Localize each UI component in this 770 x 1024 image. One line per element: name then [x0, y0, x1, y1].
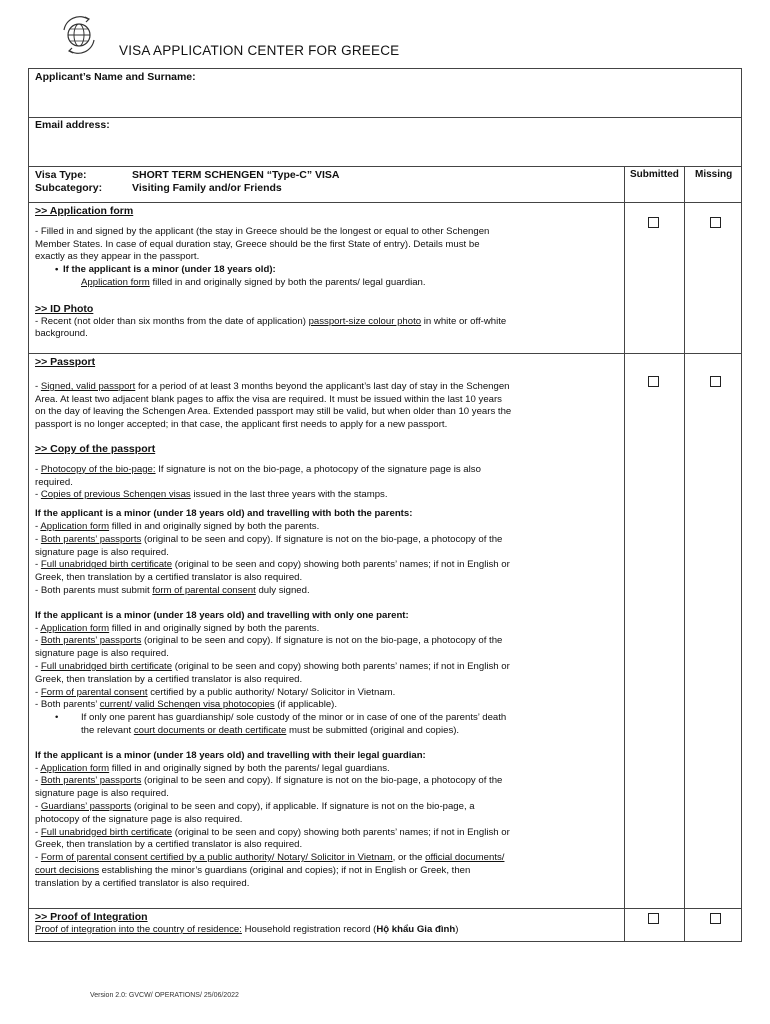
list-item: translation by a certified translator is also required.: [35, 877, 250, 889]
list-item: - Full unabridged birth certificate (original to be seen and copy) showing both parents’ names; if not in English or: [35, 660, 510, 672]
sole-custody-text: the relevant court documents or death certificate must be submitted (original and copies).: [81, 724, 460, 736]
list-item: - Full unabridged birth certificate (original to be seen and copy) showing both parents’ names; if not in English or: [35, 826, 510, 838]
list-item: photocopy of the signature page is also required.: [35, 813, 243, 825]
both-parents-title: If the applicant is a minor (under 18 years old) and travelling with both the parents:: [35, 508, 413, 520]
list-item: - Both parents’ passports (original to be seen and copy). If signature is not on the bio-page, a photocopy of the: [35, 533, 503, 545]
minor-bullet-text: Application form filled in and originally signed by both the parents/ legal guardian.: [81, 276, 426, 288]
application-form-text: - Filled in and signed by the applicant (the stay in Greece should be the longest or equal to other Schengen: [35, 225, 490, 237]
list-item: Greek, then translation by a certified translator is also required.: [35, 673, 303, 685]
visa-type-row: [29, 167, 741, 203]
list-item: - Both parents’ current/ valid Schengen visa photocopies (if applicable).: [35, 699, 338, 711]
visa-type-label: Visa Type:: [35, 169, 87, 181]
legal-guardian-title: If the applicant is a minor (under 18 years old) and travelling with their legal guardian:: [35, 749, 426, 761]
list-item: - Guardians’ passports (original to be seen and copy), if applicable. If signature is not on the bio-page, a: [35, 800, 475, 812]
passport-row: [29, 354, 741, 909]
application-form-text: Member States. In case of equal duration stay, Greece should be the first State of entry). Details must be: [35, 238, 480, 250]
copy-passport-text: - Photocopy of the bio-page: If signature is not on the bio-page, a photocopy of the signature page is also: [35, 463, 481, 475]
passport-text: - Signed, valid passport for a period of at least 3 months beyond the applicant’s last day of stay in the Schengen: [35, 380, 510, 392]
integration-row: [29, 909, 741, 942]
one-parent-title: If the applicant is a minor (under 18 years old) and travelling with only one parent:: [35, 609, 409, 621]
list-item: Greek, then translation by a certified translator is also required.: [35, 839, 303, 851]
submitted-checkbox[interactable]: [648, 913, 659, 924]
list-item: - Application form filled in and originally signed by both the parents.: [35, 520, 320, 532]
list-item: - Both parents’ passports (original to be seen and copy). If signature is not on the bio-page, a photocopy of the: [35, 635, 503, 647]
application-checklist-table: [28, 68, 742, 942]
missing-header: Missing: [695, 169, 733, 180]
submitted-checkbox[interactable]: [648, 217, 659, 228]
list-item: - Full unabridged birth certificate (original to be seen and copy) showing both parents’ names; if not in English or: [35, 559, 510, 571]
application-form-text: exactly as they appear in the passport.: [35, 251, 200, 263]
copy-passport-title: >> Copy of the passport: [35, 442, 156, 455]
email-label: Email address:: [35, 119, 110, 131]
subcategory-label: Subcategory:: [35, 182, 103, 194]
missing-checkbox[interactable]: [710, 913, 721, 924]
application-form-cell: [35, 205, 617, 341]
id-photo-text: - Recent (not older than six months from the date of application) passport-size colour photo in white or off-white: [35, 315, 507, 327]
previous-visas-link[interactable]: Copies of previous Schengen visas: [40, 489, 191, 501]
application-form-row: [29, 203, 741, 354]
list-item: - Form of parental consent certified by a public authority/ Notary/ Solicitor in Vietnam.: [35, 686, 396, 698]
previous-visas-text: - Copies of previous Schengen visas issued in the last three years with the stamps.: [35, 489, 388, 501]
signed-passport-link[interactable]: Signed, valid passport: [40, 380, 136, 392]
subcategory-value: Visiting Family and/or Friends: [132, 182, 282, 194]
version-footer: Version 2.0: GVCW/ OPERATIONS/ 25/06/2022: [90, 992, 239, 999]
passport-text: passport is no longer accepted; in that case, the applicant first needs to apply for a new passport.: [35, 419, 448, 431]
page-title: VISA APPLICATION CENTER FOR GREECE: [119, 43, 400, 58]
id-photo-title: >> ID Photo: [35, 302, 94, 315]
id-photo-text: background.: [35, 328, 88, 340]
application-form-link[interactable]: Application form: [81, 276, 150, 288]
sole-custody-bullet: • If only one parent has guardianship/ sole custody of the minor or in case of one of the parents’ death: [35, 712, 617, 725]
application-form-title: >> Application form: [35, 205, 134, 217]
list-item: - Application form filled in and originally signed by both the parents.: [35, 622, 320, 634]
list-item: court decisions establishing the minor’s guardians (original and copies); if not in English or Greek, then: [35, 864, 471, 876]
minor-bullet: • If the applicant is a minor (under 18 years old):: [35, 264, 617, 277]
copy-passport-text: required.: [35, 476, 73, 488]
submitted-header: Submitted: [630, 169, 679, 180]
globe-arrows-icon: [58, 14, 100, 56]
list-item: signature page is also required.: [35, 546, 169, 558]
integration-title: >> Proof of Integration: [35, 911, 148, 923]
passport-text: on the day of leaving the Schengen Area. Extended passport may still be valid, but when older than 10 years the: [35, 406, 512, 418]
integration-cell: [35, 911, 617, 937]
missing-checkbox[interactable]: [710, 217, 721, 228]
passport-cell: [35, 356, 617, 890]
list-item: - Both parents’ passports (original to be seen and copy). If signature is not on the bio-page, a photocopy of the: [35, 775, 503, 787]
list-item: Greek, then translation by a certified translator is also required.: [35, 572, 303, 584]
name-row[interactable]: [29, 69, 741, 118]
email-row[interactable]: [29, 118, 741, 167]
list-item: - Application form filled in and originally signed by both the parents/ legal guardians.: [35, 762, 390, 774]
submitted-checkbox[interactable]: [648, 376, 659, 387]
list-item: - Both parents must submit form of parental consent duly signed.: [35, 584, 310, 596]
name-label: Applicant’s Name and Surname:: [35, 71, 196, 83]
list-item: - Form of parental consent certified by a public authority/ Notary/ Solicitor in Vietnam, or the official documents/: [35, 852, 505, 864]
passport-title: >> Passport: [35, 356, 96, 368]
passport-text: Area. At least two adjacent blank pages to affix the visa are required. It must be issued within the last 10 years: [35, 393, 502, 405]
list-item: signature page is also required.: [35, 788, 169, 800]
list-item: signature page is also required.: [35, 648, 169, 660]
integration-text: Proof of integration into the country of residence: Household registration record (Hộ khẩu Gia đình): [35, 923, 459, 935]
proof-integration-link[interactable]: Proof of integration into the country of residence:: [35, 923, 242, 935]
passport-photo-link[interactable]: passport-size colour photo: [308, 315, 422, 327]
bio-page-link[interactable]: Photocopy of the bio-page:: [40, 463, 156, 475]
missing-checkbox[interactable]: [710, 376, 721, 387]
visa-type-value: SHORT TERM SCHENGEN “Type-C” VISA: [132, 169, 340, 181]
